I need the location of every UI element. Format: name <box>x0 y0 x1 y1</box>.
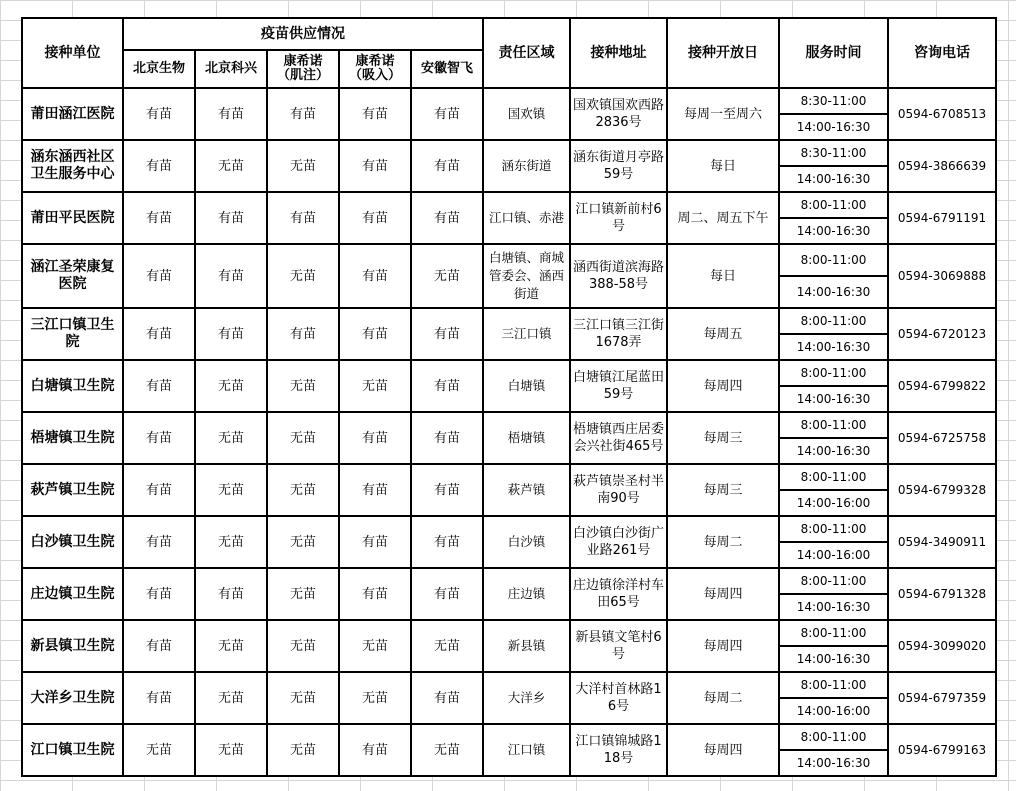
supply-status: 无苗 <box>339 672 411 724</box>
phone-number: 0594-6725758 <box>888 412 996 464</box>
responsible-area: 国欢镇 <box>483 88 570 140</box>
supply-status: 有苗 <box>195 88 267 140</box>
table-body <box>22 88 996 776</box>
table-row <box>22 140 996 166</box>
service-time-pm: 14:00-16:30 <box>779 218 888 244</box>
supply-status: 有苗 <box>411 88 483 140</box>
phone-number: 0594-6799163 <box>888 724 996 776</box>
unit-name: 白塘镇卫生院 <box>22 360 123 412</box>
supply-status: 无苗 <box>411 244 483 308</box>
site-address: 涵西街道滨海路388-58号 <box>570 244 667 308</box>
supply-status: 有苗 <box>411 308 483 360</box>
supply-status: 有苗 <box>339 568 411 620</box>
unit-name: 莆田平民医院 <box>22 192 123 244</box>
open-day: 每周二 <box>667 672 779 724</box>
site-address: 白沙镇白沙街广业路261号 <box>570 516 667 568</box>
service-time-am: 8:00-11:00 <box>779 412 888 438</box>
supply-status: 无苗 <box>195 140 267 192</box>
open-day: 每周四 <box>667 620 779 672</box>
header-supply-group: 疫苗供应情况 <box>123 18 483 50</box>
responsible-area: 萩芦镇 <box>483 464 570 516</box>
unit-name: 三江口镇卫生院 <box>22 308 123 360</box>
supply-status: 无苗 <box>195 412 267 464</box>
phone-number: 0594-6791191 <box>888 192 996 244</box>
table-row <box>22 620 996 646</box>
site-address: 涵东街道月亭路59号 <box>570 140 667 192</box>
supply-status: 无苗 <box>267 412 339 464</box>
supply-status: 有苗 <box>123 516 195 568</box>
phone-number: 0594-6799822 <box>888 360 996 412</box>
supply-status: 有苗 <box>123 672 195 724</box>
site-address: 萩芦镇崇圣村半南90号 <box>570 464 667 516</box>
supply-status: 有苗 <box>123 140 195 192</box>
service-time-am: 8:00-11:00 <box>779 192 888 218</box>
service-time-pm: 14:00-16:30 <box>779 166 888 192</box>
header-address: 接种地址 <box>570 18 667 88</box>
service-time-am: 8:00-11:00 <box>779 244 888 276</box>
supply-status: 有苗 <box>195 244 267 308</box>
supply-status: 无苗 <box>195 516 267 568</box>
supply-status: 无苗 <box>267 620 339 672</box>
service-time-pm: 14:00-16:30 <box>779 334 888 360</box>
supply-status: 有苗 <box>123 192 195 244</box>
table-row <box>22 568 996 594</box>
table-row <box>22 516 996 542</box>
supply-status: 有苗 <box>339 88 411 140</box>
open-day: 周二、周五下午 <box>667 192 779 244</box>
site-address: 江口镇锦城路118号 <box>570 724 667 776</box>
open-day: 每周一至周六 <box>667 88 779 140</box>
phone-number: 0594-3099020 <box>888 620 996 672</box>
supply-status: 有苗 <box>339 464 411 516</box>
supply-status: 有苗 <box>339 516 411 568</box>
header-brand-cansino-im: 康希诺 （肌注） <box>267 50 339 88</box>
supply-status: 有苗 <box>339 412 411 464</box>
supply-status: 有苗 <box>339 192 411 244</box>
header-phone: 咨询电话 <box>888 18 996 88</box>
open-day: 每周三 <box>667 412 779 464</box>
table-row <box>22 412 996 438</box>
responsible-area: 江口镇 <box>483 724 570 776</box>
open-day: 每周四 <box>667 360 779 412</box>
supply-status: 无苗 <box>267 724 339 776</box>
open-day: 每日 <box>667 140 779 192</box>
header-brand-beijing-kexing: 北京科兴 <box>195 50 267 88</box>
vaccination-sites-table <box>21 17 997 777</box>
supply-status: 有苗 <box>411 464 483 516</box>
supply-status: 有苗 <box>123 244 195 308</box>
phone-number: 0594-6720123 <box>888 308 996 360</box>
supply-status: 无苗 <box>339 360 411 412</box>
unit-name: 大洋乡卫生院 <box>22 672 123 724</box>
header-brand-beijing-bio: 北京生物 <box>123 50 195 88</box>
responsible-area: 涵东街道 <box>483 140 570 192</box>
supply-status: 无苗 <box>195 360 267 412</box>
supply-status: 有苗 <box>411 140 483 192</box>
unit-name: 梧塘镇卫生院 <box>22 412 123 464</box>
phone-number: 0594-3069888 <box>888 244 996 308</box>
service-time-pm: 14:00-16:00 <box>779 490 888 516</box>
service-time-pm: 14:00-16:30 <box>779 276 888 308</box>
supply-status: 有苗 <box>267 88 339 140</box>
unit-name: 涵东涵西社区卫生服务中心 <box>22 140 123 192</box>
supply-status: 无苗 <box>195 620 267 672</box>
service-time-am: 8:30-11:00 <box>779 140 888 166</box>
supply-status: 有苗 <box>411 516 483 568</box>
unit-name: 江口镇卫生院 <box>22 724 123 776</box>
service-time-am: 8:00-11:00 <box>779 360 888 386</box>
service-time-am: 8:00-11:00 <box>779 568 888 594</box>
header-brand-cansino-inhaled: 康希诺 （吸入） <box>339 50 411 88</box>
service-time-pm: 14:00-16:30 <box>779 438 888 464</box>
supply-status: 无苗 <box>267 244 339 308</box>
supply-status: 无苗 <box>267 568 339 620</box>
phone-number: 0594-6799328 <box>888 464 996 516</box>
responsible-area: 江口镇、赤港 <box>483 192 570 244</box>
table-row <box>22 672 996 698</box>
phone-number: 0594-6708513 <box>888 88 996 140</box>
supply-status: 无苗 <box>267 464 339 516</box>
supply-status: 有苗 <box>123 464 195 516</box>
table-row <box>22 88 996 114</box>
unit-name: 萩芦镇卫生院 <box>22 464 123 516</box>
site-address: 梧塘镇西庄居委会兴社街465号 <box>570 412 667 464</box>
open-day: 每周二 <box>667 516 779 568</box>
supply-status: 无苗 <box>195 464 267 516</box>
unit-name: 莆田涵江医院 <box>22 88 123 140</box>
unit-name: 白沙镇卫生院 <box>22 516 123 568</box>
supply-status: 有苗 <box>411 192 483 244</box>
service-time-am: 8:00-11:00 <box>779 464 888 490</box>
supply-status: 有苗 <box>411 412 483 464</box>
unit-name: 庄边镇卫生院 <box>22 568 123 620</box>
service-time-pm: 14:00-16:00 <box>779 542 888 568</box>
supply-status: 有苗 <box>195 192 267 244</box>
supply-status: 无苗 <box>195 672 267 724</box>
site-address: 白塘镇江尾蓝田59号 <box>570 360 667 412</box>
supply-status: 有苗 <box>195 308 267 360</box>
header-unit: 接种单位 <box>22 18 123 88</box>
responsible-area: 白塘镇、商城管委会、涵西街道 <box>483 244 570 308</box>
responsible-area: 新县镇 <box>483 620 570 672</box>
supply-status: 有苗 <box>123 360 195 412</box>
site-address: 庄边镇徐洋村车田65号 <box>570 568 667 620</box>
supply-status: 有苗 <box>339 308 411 360</box>
service-time-pm: 14:00-16:00 <box>779 698 888 724</box>
service-time-am: 8:00-11:00 <box>779 516 888 542</box>
supply-status: 有苗 <box>411 360 483 412</box>
responsible-area: 庄边镇 <box>483 568 570 620</box>
supply-status: 有苗 <box>195 568 267 620</box>
site-address: 新县镇文笔村6号 <box>570 620 667 672</box>
responsible-area: 梧塘镇 <box>483 412 570 464</box>
site-address: 国欢镇国欢西路2836号 <box>570 88 667 140</box>
open-day: 每日 <box>667 244 779 308</box>
supply-status: 无苗 <box>267 360 339 412</box>
supply-status: 有苗 <box>267 308 339 360</box>
supply-status: 无苗 <box>195 724 267 776</box>
supply-status: 无苗 <box>267 516 339 568</box>
supply-status: 无苗 <box>411 620 483 672</box>
open-day: 每周五 <box>667 308 779 360</box>
supply-status: 无苗 <box>411 724 483 776</box>
service-time-am: 8:00-11:00 <box>779 672 888 698</box>
supply-status: 有苗 <box>123 620 195 672</box>
open-day: 每周四 <box>667 568 779 620</box>
header-open-day: 接种开放日 <box>667 18 779 88</box>
unit-name: 涵江圣荣康复医院 <box>22 244 123 308</box>
responsible-area: 三江口镇 <box>483 308 570 360</box>
table-row <box>22 724 996 750</box>
site-address: 江口镇新前村6号 <box>570 192 667 244</box>
service-time-pm: 14:00-16:30 <box>779 646 888 672</box>
service-time-am: 8:00-11:00 <box>779 620 888 646</box>
header-brand-anhui-zhifei: 安徽智飞 <box>411 50 483 88</box>
supply-status: 有苗 <box>123 412 195 464</box>
header-area: 责任区域 <box>483 18 570 88</box>
service-time-pm: 14:00-16:30 <box>779 114 888 140</box>
service-time-pm: 14:00-16:30 <box>779 750 888 776</box>
table-row <box>22 192 996 218</box>
table-row <box>22 244 996 276</box>
service-time-am: 8:00-11:00 <box>779 308 888 334</box>
supply-status: 有苗 <box>123 568 195 620</box>
service-time-pm: 14:00-16:30 <box>779 386 888 412</box>
supply-status: 有苗 <box>339 244 411 308</box>
supply-status: 有苗 <box>411 672 483 724</box>
phone-number: 0594-3490911 <box>888 516 996 568</box>
responsible-area: 大洋乡 <box>483 672 570 724</box>
supply-status: 有苗 <box>411 568 483 620</box>
supply-status: 有苗 <box>123 308 195 360</box>
open-day: 每周三 <box>667 464 779 516</box>
responsible-area: 白塘镇 <box>483 360 570 412</box>
table-row <box>22 464 996 490</box>
service-time-am: 8:00-11:00 <box>779 724 888 750</box>
service-time-pm: 14:00-16:30 <box>779 594 888 620</box>
site-address: 三江口镇三江街1678弄 <box>570 308 667 360</box>
supply-status: 有苗 <box>267 192 339 244</box>
phone-number: 0594-6797359 <box>888 672 996 724</box>
site-address: 大洋村首林路16号 <box>570 672 667 724</box>
header-row-top <box>22 18 996 50</box>
supply-status: 无苗 <box>339 620 411 672</box>
supply-status: 无苗 <box>123 724 195 776</box>
supply-status: 无苗 <box>267 140 339 192</box>
supply-status: 有苗 <box>123 88 195 140</box>
responsible-area: 白沙镇 <box>483 516 570 568</box>
supply-status: 有苗 <box>339 140 411 192</box>
phone-number: 0594-3866639 <box>888 140 996 192</box>
header-service-time: 服务时间 <box>779 18 888 88</box>
unit-name: 新县镇卫生院 <box>22 620 123 672</box>
table-row <box>22 308 996 334</box>
open-day: 每周四 <box>667 724 779 776</box>
supply-status: 有苗 <box>339 724 411 776</box>
supply-status: 无苗 <box>267 672 339 724</box>
service-time-am: 8:30-11:00 <box>779 88 888 114</box>
table-row <box>22 360 996 386</box>
phone-number: 0594-6791328 <box>888 568 996 620</box>
